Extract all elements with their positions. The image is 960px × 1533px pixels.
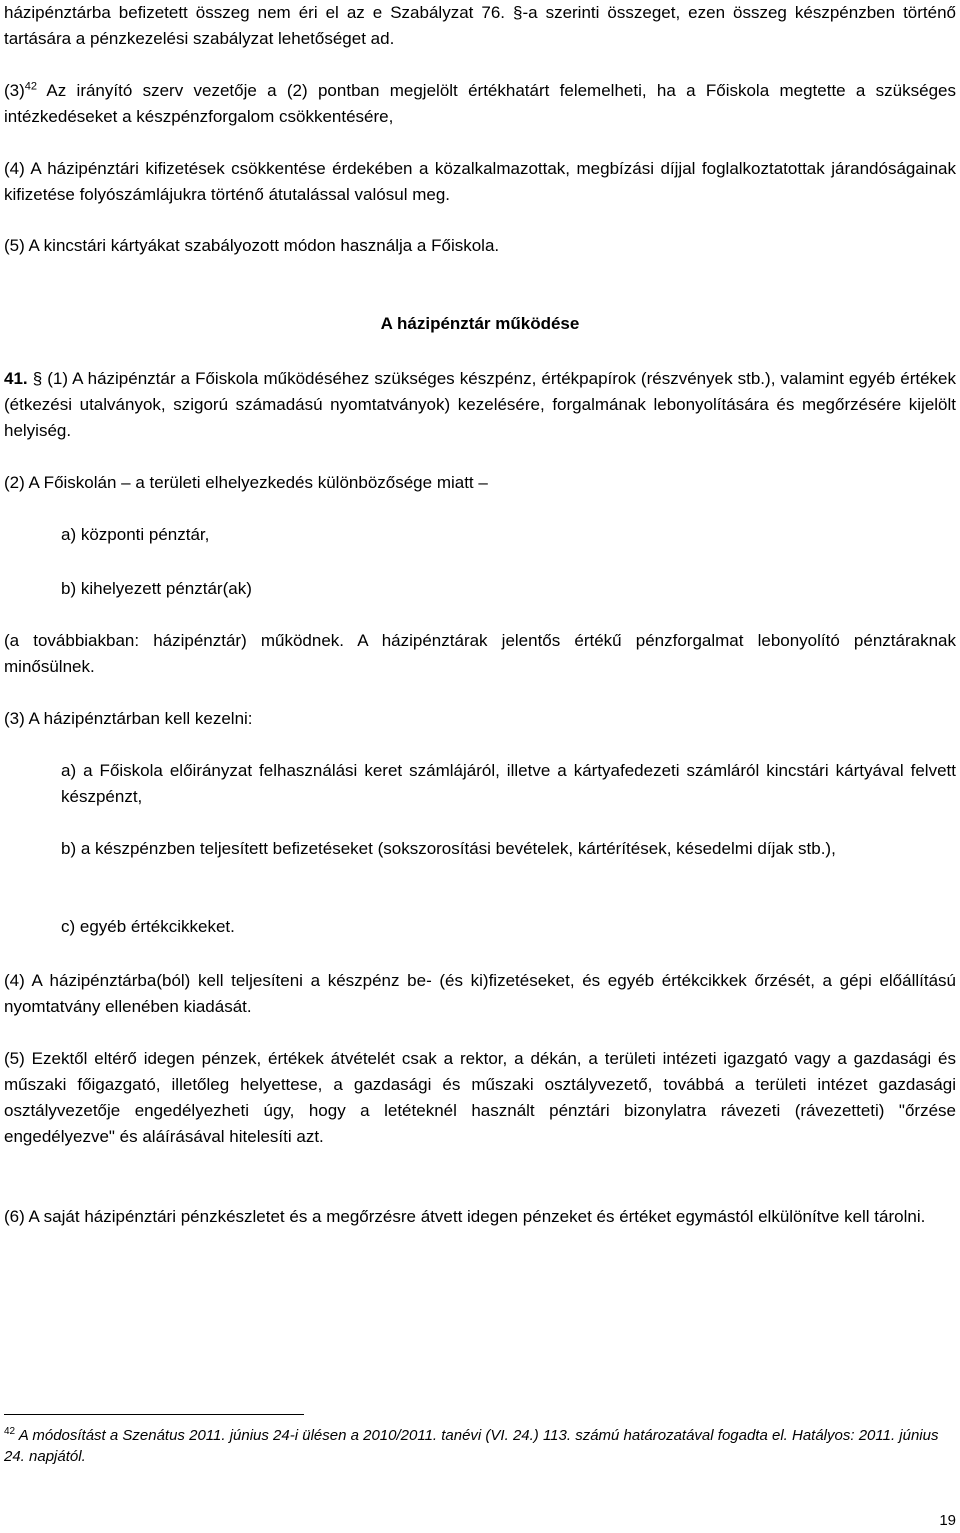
footnote-marker: 42 xyxy=(4,1426,16,1437)
section-41-paragraph-6: (6) A saját házipénztári pénzkészletet és a megőrzésre átvett idegen pénzeket és értéket egymástól elkülönítve kell tárolni. xyxy=(4,1207,926,1226)
paragraph-3-text: Az irányító szerv vezetője a (2) pontban megjelölt értékhatárt felemelheti, ha a Főiskola megtette a szükséges intézkedéseket a készpénzforgalom csökkentésére, xyxy=(4,81,956,126)
list-item-3b: b) a készpénzben teljesített befizetéseket (sokszorosítási bevételek, kártérítések, késedelmi díjak stb.), xyxy=(61,839,836,858)
section-41-paragraph-5: (5) Ezektől eltérő idegen pénzek, értékek átvételét csak a rektor, a dékán, a területi intézeti igazgató vagy a gazdasági és műszaki főigazgató, illetőleg helyettese, a gazdasági és műszaki osztályvezető, továbbá a területi intézet gazdasági osztályvezetője engedélyezheti úgy, hogy a letéteknél használt pénztári bizonylatra rávezeti (rávezetteti) "őrzése engedélyezve" és aláírásával hitelesíti azt. xyxy=(4,1049,956,1146)
section-sign: § xyxy=(27,369,43,388)
paragraph-3 xyxy=(4,78,956,130)
paragraph-3-number: (3) xyxy=(4,81,25,100)
page-number: 19 xyxy=(939,1512,956,1529)
section-number: 41. xyxy=(4,369,28,388)
list-item-b: b) kihelyezett pénztár(ak) xyxy=(61,579,252,598)
footnote-text: A módosítást a Szenátus 2011. június 24-i ülésen a 2010/2011. tanévi (VI. 24.) 113. számú határozatával fogadta el. Hatályos: 2011. június 24. napjától. xyxy=(4,1427,939,1465)
section-41-paragraph-2: (2) A Főiskolán – a területi elhelyezkedés különbözősége miatt – xyxy=(4,473,488,492)
section-41-paragraph-2-cont: (a továbbiakban: házipénztár) működnek. A házipénztárak jelentős értékű pénzforgalmat lebonyolító pénztáraknak minősülnek. xyxy=(4,631,956,676)
list-item-a: a) központi pénztár, xyxy=(61,525,210,544)
footnote xyxy=(4,1425,956,1467)
list-item-3c: c) egyéb értékcikkeket. xyxy=(61,917,235,936)
section-41-paragraph-4: (4) A házipénztárba(ból) kell teljesíteni a készpénz be- (és ki)fizetéseket, és egyéb értékcikkek őrzését, a gépi előállítású nyomtatvány ellenében kiadását. xyxy=(4,971,956,1016)
paragraph-5: (5) A kincstári kártyákat szabályozott módon használja a Főiskola. xyxy=(4,236,500,255)
paragraph-continued: házipénztárba befizetett összeg nem éri el az e Szabályzat 76. §-a szerinti összeget, ezen összeg készpénzben történő tartására a pénzkezelési szabályzat lehetőséget ad. xyxy=(4,3,956,48)
section-title: A házipénztár működése xyxy=(380,314,580,333)
section-41-text: (1) A házipénztár a Főiskola működéséhez szükséges készpénz, értékpapírok (részvények stb.), valamint egyéb értékek (étkezési utalványok, szigorú számadású nyomtatványok) kezelésére, forgalmának lebonyolítására és megőrzésére kijelölt helyiség. xyxy=(4,369,956,440)
paragraph-4: (4) A házipénztári kifizetések csökkentése érdekében a közalkalmazottak, megbízási díjjal foglalkoztatottak járandóságainak kifizetése folyószámlájukra történő átutalással valósul meg. xyxy=(4,159,956,204)
section-41-paragraph-1 xyxy=(4,366,956,444)
footnote-ref: 42 xyxy=(24,80,38,93)
section-41-paragraph-3: (3) A házipénztárban kell kezelni: xyxy=(4,709,253,728)
list-item-3a: a) a Főiskola előirányzat felhasználási keret számlájáról, illetve a kártyafedezeti számláról kincstári kártyával felvett készpénzt, xyxy=(61,761,956,806)
footnote-divider xyxy=(4,1414,304,1415)
